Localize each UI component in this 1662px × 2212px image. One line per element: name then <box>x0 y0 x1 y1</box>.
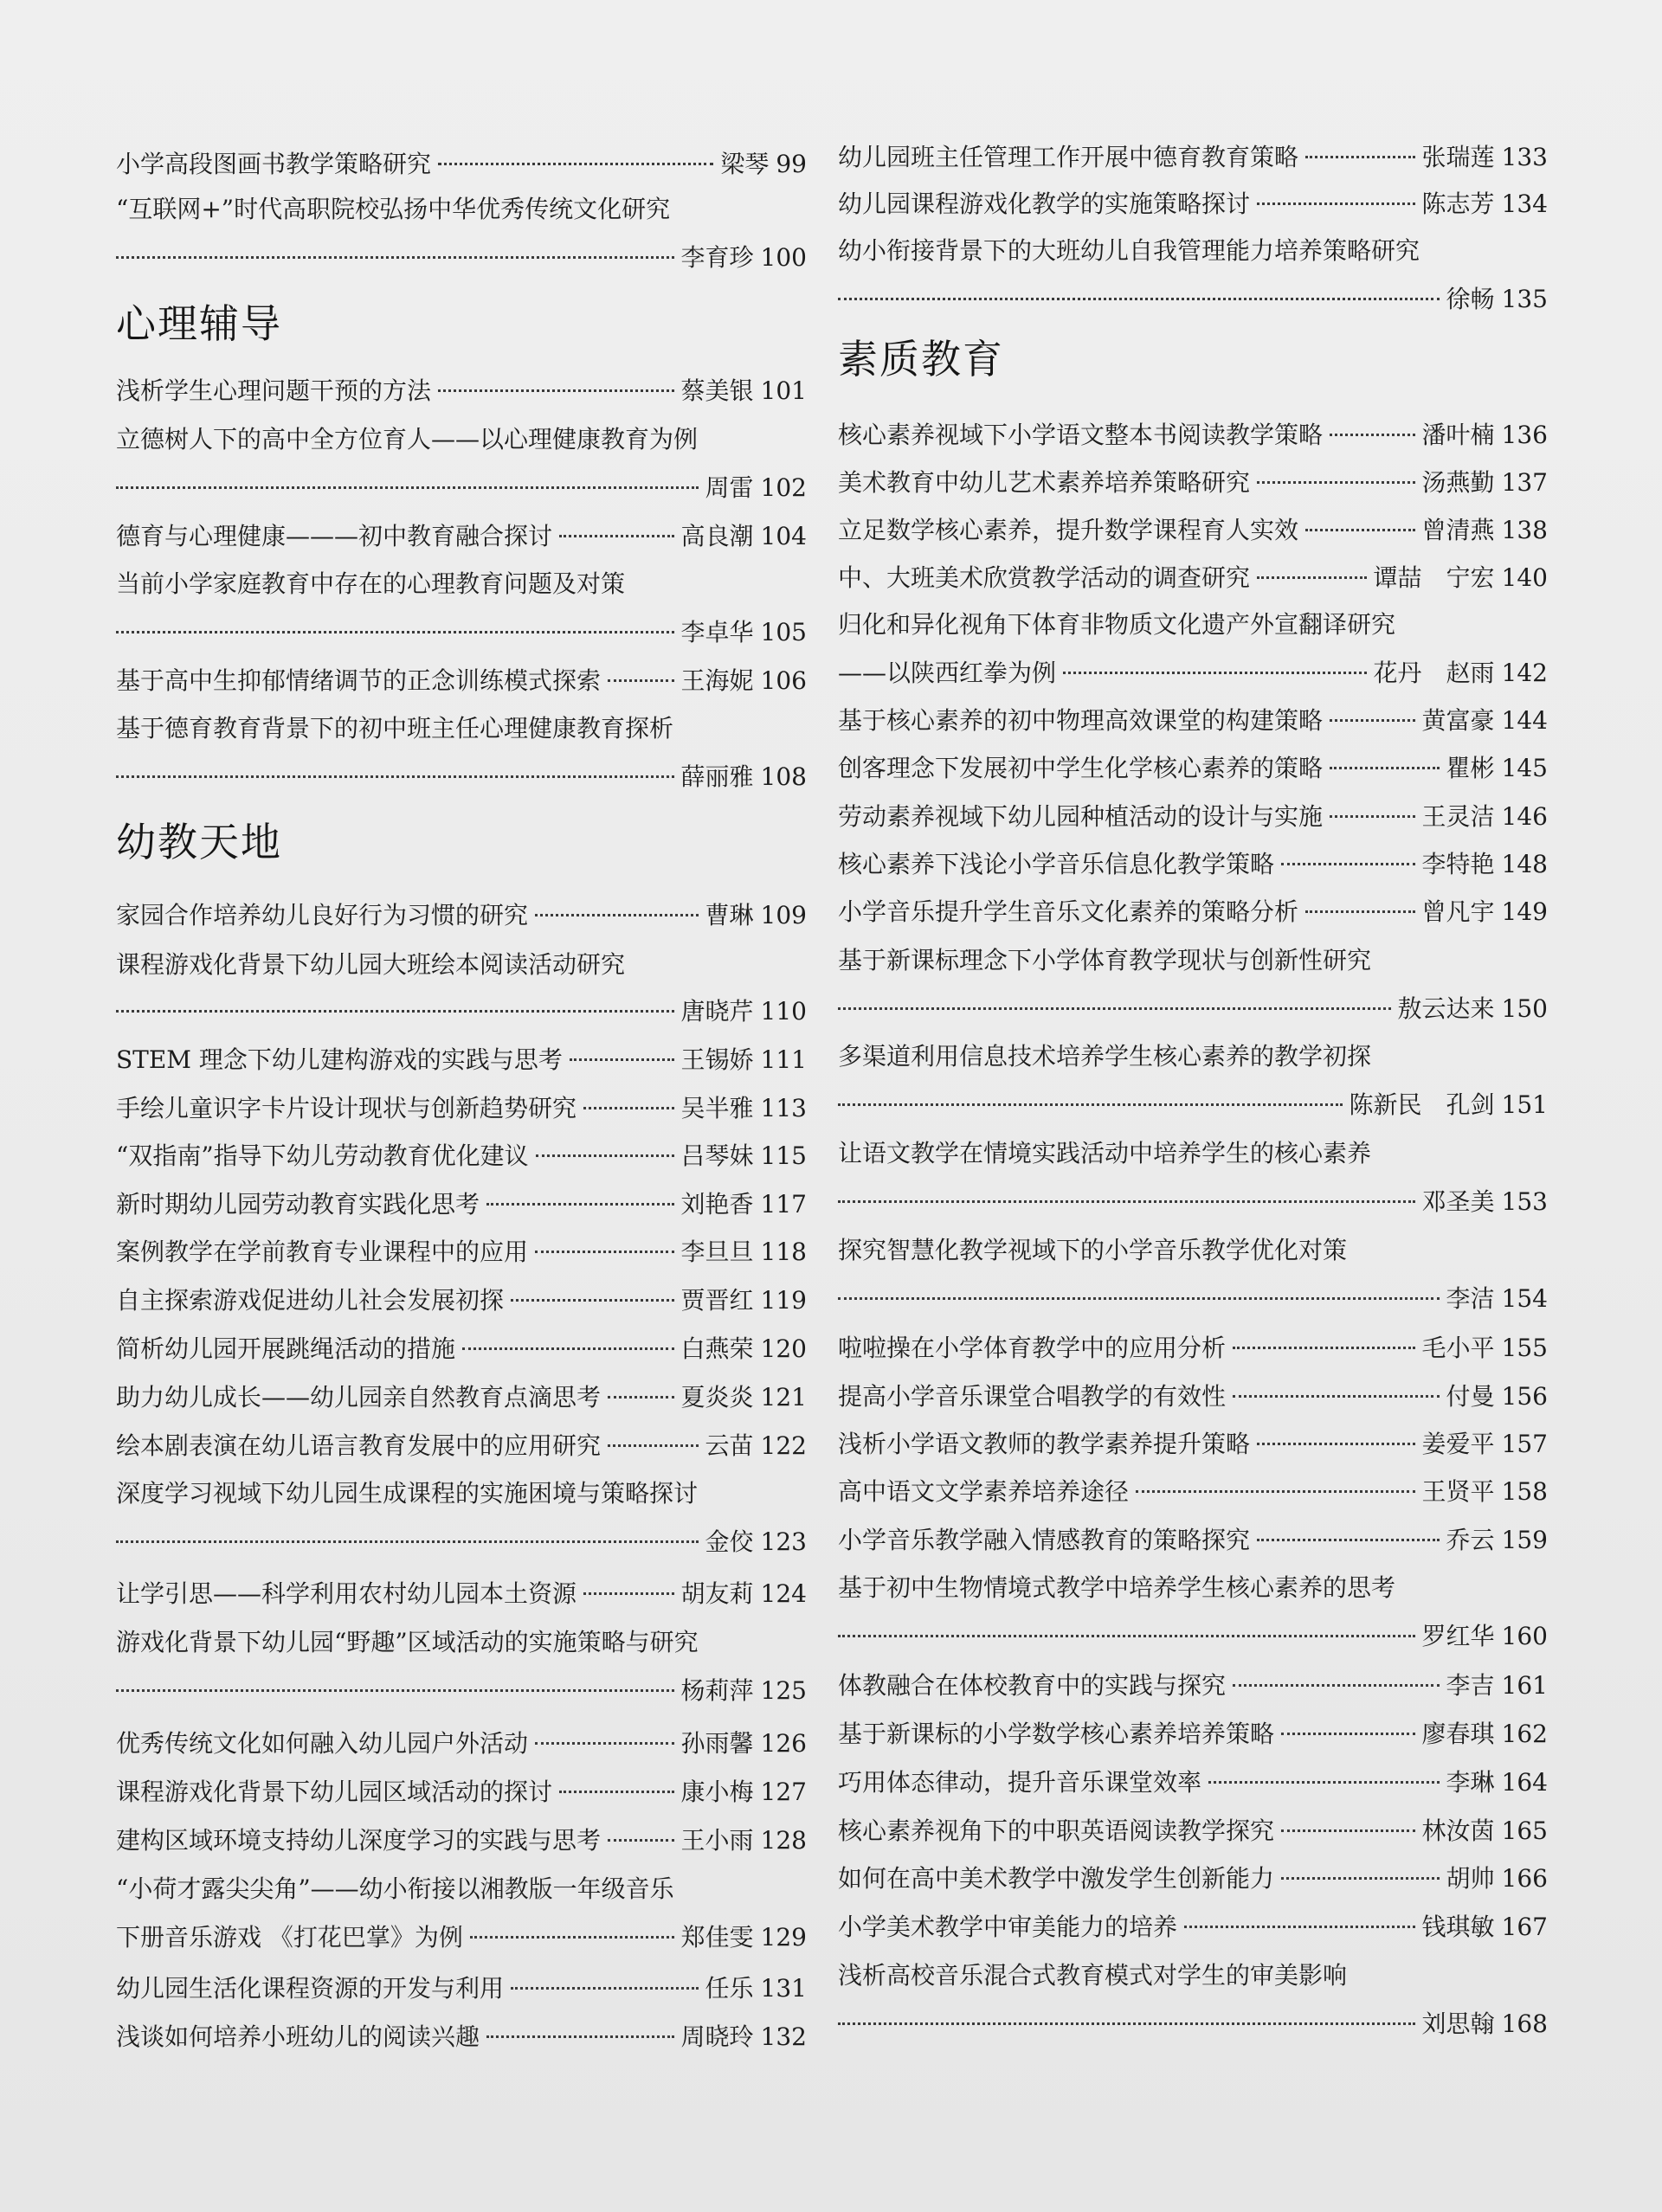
toc-entry <box>116 1139 807 1174</box>
dot-leader <box>1281 863 1415 865</box>
entry-title: 创客理念下发展初中学生化学核心素养的策略 <box>838 754 1324 782</box>
entry-page: 113 <box>760 1094 807 1122</box>
entry-page: 125 <box>760 1676 807 1705</box>
dot-leader <box>608 1444 699 1447</box>
toc-entry <box>838 1814 1548 1849</box>
toc-entry <box>116 1332 807 1366</box>
toc-entry <box>116 948 807 1029</box>
entry-author: 刘思翰 <box>1421 2009 1495 2038</box>
toc-entry <box>116 519 807 554</box>
entry-title: 助力幼儿成长——幼儿园亲自然教育点滴思考 <box>116 1383 602 1411</box>
entry-page: 127 <box>760 1778 807 1806</box>
dot-leader <box>838 1297 1440 1300</box>
entry-title: 探究智慧化教学视域下的小学音乐教学优化对策 <box>838 1236 1348 1264</box>
entry-author: 花丹 赵雨 <box>1373 659 1495 687</box>
entry-page: 102 <box>760 473 807 502</box>
entry-page: 135 <box>1501 285 1548 313</box>
dot-leader <box>116 1010 674 1013</box>
entry-page: 154 <box>1501 1284 1548 1313</box>
section-title: 素质教育 <box>838 336 1004 383</box>
toc-entry <box>116 1775 807 1810</box>
toc-entry <box>838 1136 1548 1219</box>
dot-leader <box>838 298 1440 300</box>
entry-page: 144 <box>1501 706 1548 735</box>
entry-title: 建构区域环境支持幼儿深度学习的实践与思考 <box>116 1826 602 1855</box>
entry-page: 159 <box>1501 1526 1548 1554</box>
entry-title: 基于新课标的小学数学核心素养培养策略 <box>838 1720 1275 1748</box>
entry-title: 归化和异化视角下体育非物质文化遗产外宣翻译研究 <box>838 610 1396 639</box>
entry-page: 168 <box>1501 2009 1548 2038</box>
entry-author: 吴半雅 <box>680 1094 754 1122</box>
toc-entry <box>838 561 1548 595</box>
entry-title: 核心素养视域下小学语文整本书阅读教学策略 <box>838 421 1324 449</box>
dot-leader <box>470 1936 674 1939</box>
entry-title: 小学高段图画书教学策略研究 <box>116 150 432 178</box>
entry-page: 155 <box>1501 1334 1548 1362</box>
entry-page: 106 <box>760 666 807 695</box>
dot-leader <box>1330 719 1415 722</box>
entry-title: 游戏化背景下幼儿园“野趣”区域活动的实施策略与研究 <box>116 1628 699 1656</box>
entry-title: 深度学习视域下幼儿园生成课程的实施困境与策略探讨 <box>116 1479 699 1508</box>
entry-title: 中、大班美术欣赏教学活动的调查研究 <box>838 563 1251 592</box>
entry-title: 德育与心理健康———初中教育融合探讨 <box>116 522 553 550</box>
dot-leader <box>535 1251 674 1253</box>
entry-author: 王锡娇 <box>680 1045 754 1074</box>
dot-leader <box>1330 767 1440 769</box>
dot-leader <box>486 1203 674 1206</box>
dot-leader <box>535 914 699 916</box>
entry-page: 126 <box>760 1729 807 1758</box>
entry-page: 160 <box>1501 1622 1548 1650</box>
entry-page: 122 <box>760 1431 807 1460</box>
toc-entry <box>116 422 807 505</box>
toc-entry <box>838 234 1548 317</box>
entry-page: 136 <box>1501 421 1548 449</box>
entry-title: 案例教学在学前教育专业课程中的应用 <box>116 1238 529 1266</box>
entry-author: 瞿彬 <box>1446 754 1495 782</box>
entry-page: 104 <box>760 522 807 550</box>
toc-entry <box>838 1379 1548 1414</box>
toc-entry <box>838 608 1548 691</box>
entry-author: 任乐 <box>705 1974 754 2003</box>
entry-title: 幼儿园班主任管理工作开展中德育教育策略 <box>838 143 1299 171</box>
section-title: 心理辅导 <box>116 300 282 347</box>
entry-page: 131 <box>760 1974 807 2003</box>
entry-author: 蔡美银 <box>680 376 754 405</box>
entry-author: 邓圣美 <box>1421 1187 1495 1216</box>
toc-entry <box>838 1717 1548 1752</box>
dot-leader <box>511 1987 699 1990</box>
entry-title: 啦啦操在小学体育教学中的应用分析 <box>838 1334 1227 1362</box>
entry-page: 165 <box>1501 1817 1548 1845</box>
entry-title: 基于德育教育背景下的初中班主任心理健康教育探析 <box>116 714 674 743</box>
toc-entry <box>838 418 1548 453</box>
toc-entry <box>116 192 807 275</box>
dot-leader <box>462 1347 674 1350</box>
entry-title: 基于核心素养的初中物理高效课堂的构建策略 <box>838 706 1324 735</box>
entry-title: 多渠道利用信息技术培养学生核心素养的教学初探 <box>838 1042 1372 1071</box>
toc-entry <box>838 943 1548 1026</box>
dot-leader <box>116 486 699 489</box>
entry-title: 基于高中生抑郁情绪调节的正念训练模式探索 <box>116 666 602 695</box>
dot-leader <box>838 1007 1391 1010</box>
entry-author: 王小雨 <box>680 1826 754 1855</box>
entry-author: 王灵洁 <box>1421 802 1495 831</box>
dot-leader <box>1305 910 1415 913</box>
toc-entry <box>116 2020 807 2054</box>
toc-entry <box>838 1039 1548 1122</box>
entry-title: 美术教育中幼儿艺术素养培养策略研究 <box>838 468 1251 497</box>
entry-author: 潘叶楠 <box>1421 421 1495 449</box>
dot-leader <box>486 2035 674 2038</box>
entry-author: 林汝茵 <box>1421 1817 1495 1845</box>
entry-author: 李琳 <box>1446 1768 1495 1797</box>
entry-page: 153 <box>1501 1187 1548 1216</box>
entry-title: “双指南”指导下幼儿劳动教育优化建议 <box>116 1141 529 1170</box>
entry-title: “互联网+”时代高职院校弘扬中华优秀传统文化研究 <box>116 195 671 223</box>
entry-page: 156 <box>1501 1382 1548 1411</box>
entry-title: 浅析学生心理问题干预的方法 <box>116 376 432 405</box>
toc-entry <box>838 1331 1548 1366</box>
dot-leader <box>1257 481 1415 484</box>
entry-title: 让语文教学在情境实践活动中培养学生的核心素养 <box>838 1139 1372 1167</box>
dot-leader <box>1257 576 1367 579</box>
entry-page: 123 <box>760 1527 807 1556</box>
entry-title: 让学引思——科学利用农村幼儿园本土资源 <box>116 1579 577 1608</box>
entry-page: 148 <box>1501 850 1548 878</box>
entry-page: 166 <box>1501 1864 1548 1893</box>
entry-page: 164 <box>1501 1768 1548 1797</box>
toc-entry <box>116 1476 807 1559</box>
toc-entry <box>116 1380 807 1415</box>
dot-leader <box>1184 1926 1415 1928</box>
entry-title: 浅析高校音乐混合式教育模式对学生的审美影响 <box>838 1961 1348 1990</box>
dot-leader <box>1305 156 1415 158</box>
entry-author: 付曼 <box>1446 1382 1495 1411</box>
entry-title: “小荷才露尖尖角”——幼小衔接以湘教版一年级音乐 <box>116 1874 674 1903</box>
dot-leader <box>536 1154 674 1157</box>
toc-entry <box>116 1727 807 1761</box>
dot-leader <box>511 1299 674 1302</box>
entry-author: 王贤平 <box>1421 1477 1495 1506</box>
entry-author: 夏炎炎 <box>680 1383 754 1411</box>
entry-page: 99 <box>776 150 807 178</box>
entry-author: 毛小平 <box>1421 1334 1495 1362</box>
entry-author: 李卓华 <box>680 618 754 646</box>
toc-entry <box>838 466 1548 500</box>
entry-page: 162 <box>1501 1720 1548 1748</box>
entry-page: 138 <box>1501 516 1548 544</box>
dot-leader <box>1281 1829 1415 1832</box>
dot-leader <box>838 1200 1415 1203</box>
entry-author: 李吉 <box>1446 1671 1495 1700</box>
dot-leader <box>559 535 674 537</box>
toc-entry <box>116 664 807 698</box>
entry-page: 111 <box>760 1045 807 1074</box>
entry-page: 100 <box>760 243 807 272</box>
entry-author: 梁琴 <box>720 150 770 178</box>
entry-title: 当前小学家庭教育中存在的心理教育问题及对策 <box>116 569 626 598</box>
entry-title: 新时期幼儿园劳动教育实践化思考 <box>116 1190 480 1219</box>
entry-author: 贾晋红 <box>680 1286 754 1315</box>
toc-entry <box>838 1523 1548 1558</box>
entry-author: 曾凡宇 <box>1421 897 1495 926</box>
dot-leader <box>608 1839 674 1842</box>
entry-title: 高中语文文学素养培养途径 <box>838 1477 1130 1506</box>
entry-page: 120 <box>760 1334 807 1363</box>
entry-page: 121 <box>760 1383 807 1411</box>
entry-page: 157 <box>1501 1430 1548 1458</box>
toc-entry <box>116 1872 807 1955</box>
toc-entry <box>838 751 1548 786</box>
dot-leader <box>1257 1443 1415 1445</box>
entry-author: 罗红华 <box>1421 1622 1495 1650</box>
entry-page: 110 <box>760 997 807 1026</box>
dot-leader <box>535 1742 674 1745</box>
dot-leader <box>1257 203 1415 205</box>
dot-leader <box>1281 1877 1440 1880</box>
entry-author: 陈新民 孔剑 <box>1349 1090 1495 1119</box>
entry-title: STEM 理念下幼儿建构游戏的实践与思考 <box>116 1045 563 1074</box>
dot-leader <box>1233 1395 1440 1398</box>
entry-author: 黄富豪 <box>1421 706 1495 735</box>
entry-author: 刘艳香 <box>680 1190 754 1219</box>
entry-author: 胡友莉 <box>680 1579 754 1608</box>
dot-leader <box>438 389 674 392</box>
entry-title-cont: ——以陕西红拳为例 <box>838 659 1057 687</box>
entry-title: 自主探索游戏促进幼儿社会发展初探 <box>116 1286 505 1315</box>
entry-author: 白燕荣 <box>680 1334 754 1363</box>
entry-title: 提高小学音乐课堂合唱教学的有效性 <box>838 1382 1227 1411</box>
dot-leader <box>116 1689 674 1692</box>
entry-author: 张瑞莲 <box>1421 143 1495 171</box>
entry-author: 云苗 <box>705 1431 754 1460</box>
toc-entry <box>116 1429 807 1463</box>
entry-page: 133 <box>1501 143 1548 171</box>
toc-entry <box>838 1765 1548 1800</box>
dot-leader <box>116 256 674 259</box>
dot-leader <box>116 1540 699 1543</box>
entry-title: 课程游戏化背景下幼儿园区域活动的探讨 <box>116 1778 553 1806</box>
entry-page: 118 <box>760 1238 807 1266</box>
entry-author: 唐晓芹 <box>680 997 754 1026</box>
toc-entry <box>838 1427 1548 1462</box>
toc-entry <box>838 513 1548 548</box>
toc-entry <box>838 140 1548 175</box>
entry-title: 幼小衔接背景下的大班幼儿自我管理能力培养策略研究 <box>838 236 1420 265</box>
entry-title: 劳动素养视域下幼儿园种植活动的设计与实施 <box>838 802 1324 831</box>
entry-page: 150 <box>1501 994 1548 1023</box>
entry-author: 钱琪敏 <box>1421 1913 1495 1941</box>
toc-entry <box>838 847 1548 882</box>
toc-entry <box>116 1577 807 1611</box>
entry-author: 谭喆 宁宏 <box>1373 563 1495 592</box>
entry-title: 立足数学核心素养，提升数学课程育人实效 <box>838 516 1299 544</box>
entry-author: 王海妮 <box>680 666 754 695</box>
toc-entry <box>116 1971 807 2006</box>
toc-entry <box>116 1625 807 1708</box>
entry-title: 如何在高中美术教学中激发学生创新能力 <box>838 1864 1275 1893</box>
entry-page: 145 <box>1501 754 1548 782</box>
dot-leader <box>1136 1490 1415 1493</box>
entry-page: 161 <box>1501 1671 1548 1700</box>
dot-leader <box>570 1058 674 1061</box>
dot-leader <box>116 631 674 633</box>
entry-title: 绘本剧表演在幼儿语言教育发展中的应用研究 <box>116 1431 602 1460</box>
entry-page: 109 <box>760 901 807 929</box>
dot-leader <box>608 679 674 682</box>
section-title: 幼教天地 <box>116 819 282 865</box>
entry-page: 140 <box>1501 563 1548 592</box>
entry-author: 薛丽雅 <box>680 762 754 791</box>
entry-title-cont: 下册音乐游戏 《打花巴掌》为例 <box>116 1923 463 1952</box>
entry-title: 浅析小学语文教师的教学素养提升策略 <box>838 1430 1251 1458</box>
dot-leader <box>1330 434 1415 436</box>
entry-page: 117 <box>760 1190 807 1219</box>
dot-leader <box>838 1103 1343 1106</box>
toc-entry <box>116 1283 807 1318</box>
toc-entry <box>838 1910 1548 1945</box>
toc-entry <box>838 1233 1548 1316</box>
toc-entry <box>116 374 807 408</box>
toc-entry <box>838 704 1548 738</box>
entry-page: 105 <box>760 618 807 646</box>
entry-author: 李旦旦 <box>680 1238 754 1266</box>
entry-author: 胡帅 <box>1446 1864 1495 1893</box>
entry-page: 142 <box>1501 659 1548 687</box>
entry-title: 巧用体态律动，提升音乐课堂效率 <box>838 1768 1202 1797</box>
entry-page: 151 <box>1501 1090 1548 1119</box>
entry-author: 杨莉萍 <box>680 1676 754 1705</box>
entry-page: 134 <box>1501 190 1548 218</box>
dot-leader <box>838 1635 1415 1637</box>
entry-page: 149 <box>1501 897 1548 926</box>
entry-title: 家园合作培养幼儿良好行为习惯的研究 <box>116 901 529 929</box>
toc-entry <box>838 800 1548 834</box>
entry-title: 体教融合在体校教育中的实践与探究 <box>838 1671 1227 1700</box>
entry-title: 简析幼儿园开展跳绳活动的措施 <box>116 1334 456 1363</box>
toc-entry <box>116 1235 807 1270</box>
entry-title: 基于初中生物情境式教学中培养学生核心素养的思考 <box>838 1573 1396 1602</box>
entry-author: 郑佳雯 <box>680 1923 754 1952</box>
entry-author: 康小梅 <box>680 1778 754 1806</box>
toc-entry <box>838 1862 1548 1896</box>
entry-page: 132 <box>760 2022 807 2051</box>
entry-title: 优秀传统文化如何融入幼儿园户外活动 <box>116 1729 529 1758</box>
dot-leader <box>1208 1781 1440 1784</box>
entry-author: 孙雨馨 <box>680 1729 754 1758</box>
entry-title: 小学音乐教学融入情感教育的策略探究 <box>838 1526 1251 1554</box>
toc-entry <box>116 1091 807 1126</box>
entry-page: 137 <box>1501 468 1548 497</box>
dot-leader <box>1305 529 1415 531</box>
entry-title: 幼儿园生活化课程资源的开发与利用 <box>116 1974 505 2003</box>
toc-entry <box>116 898 807 933</box>
toc-entry <box>838 1475 1548 1509</box>
dot-leader <box>608 1396 674 1399</box>
entry-page: 115 <box>760 1141 807 1170</box>
dot-leader <box>1233 1347 1415 1349</box>
dot-leader <box>1281 1733 1415 1735</box>
toc-entry <box>116 1187 807 1222</box>
entry-author: 金佼 <box>705 1527 754 1556</box>
entry-title: 课程游戏化背景下幼儿园大班绘本阅读活动研究 <box>116 950 626 979</box>
entry-page: 167 <box>1501 1913 1548 1941</box>
entry-author: 李特艳 <box>1421 850 1495 878</box>
toc-entry <box>116 711 807 794</box>
entry-author: 吕琴妹 <box>680 1141 754 1170</box>
entry-author: 敖云达来 <box>1397 994 1495 1023</box>
entry-page: 124 <box>760 1579 807 1608</box>
dot-leader <box>559 1791 674 1793</box>
entry-title: 立德树人下的高中全方位育人——以心理健康教育为例 <box>116 425 699 453</box>
entry-title: 手绘儿童识字卡片设计现状与创新趋势研究 <box>116 1094 577 1122</box>
dot-leader <box>583 1107 674 1109</box>
entry-author: 陈志芳 <box>1421 190 1495 218</box>
entry-author: 周晓玲 <box>680 2022 754 2051</box>
entry-author: 曹琳 <box>705 901 754 929</box>
dot-leader <box>1233 1684 1440 1687</box>
dot-leader <box>1257 1539 1440 1541</box>
entry-author: 廖春琪 <box>1421 1720 1495 1748</box>
entry-author: 李育珍 <box>680 243 754 272</box>
toc-entry <box>116 147 807 182</box>
dot-leader <box>116 775 674 778</box>
entry-page: 119 <box>760 1286 807 1315</box>
toc-entry <box>116 1043 807 1077</box>
entry-author: 姜爱平 <box>1421 1430 1495 1458</box>
entry-title: 浅谈如何培养小班幼儿的阅读兴趣 <box>116 2022 480 2051</box>
toc-entry <box>838 1571 1548 1654</box>
dot-leader <box>1063 672 1367 674</box>
entry-page: 108 <box>760 762 807 791</box>
entry-page: 158 <box>1501 1477 1548 1506</box>
entry-author: 汤燕勤 <box>1421 468 1495 497</box>
dot-leader <box>438 163 713 165</box>
entry-author: 徐畅 <box>1446 285 1495 313</box>
dot-leader <box>583 1592 674 1595</box>
entry-page: 129 <box>760 1923 807 1952</box>
entry-title: 核心素养视角下的中职英语阅读教学探究 <box>838 1817 1275 1845</box>
toc-entry <box>116 1823 807 1858</box>
toc-entry <box>838 1958 1548 2042</box>
entry-title: 小学音乐提升学生音乐文化素养的策略分析 <box>838 897 1299 926</box>
entry-page: 101 <box>760 376 807 405</box>
dot-leader <box>1330 815 1415 818</box>
entry-title: 小学美术教学中审美能力的培养 <box>838 1913 1178 1941</box>
entry-page: 128 <box>760 1826 807 1855</box>
dot-leader <box>838 2022 1415 2025</box>
entry-title: 核心素养下浅论小学音乐信息化教学策略 <box>838 850 1275 878</box>
entry-author: 曾清燕 <box>1421 516 1495 544</box>
toc-entry <box>838 1669 1548 1703</box>
toc-entry <box>838 895 1548 929</box>
entry-page: 146 <box>1501 802 1548 831</box>
entry-title: 基于新课标理念下小学体育教学现状与创新性研究 <box>838 946 1372 974</box>
entry-author: 李洁 <box>1446 1284 1495 1313</box>
entry-author: 周雷 <box>705 473 754 502</box>
entry-author: 高良潮 <box>680 522 754 550</box>
entry-author: 乔云 <box>1446 1526 1495 1554</box>
toc-entry <box>838 187 1548 222</box>
toc-entry <box>116 567 807 650</box>
entry-title: 幼儿园课程游戏化教学的实施策略探讨 <box>838 190 1251 218</box>
